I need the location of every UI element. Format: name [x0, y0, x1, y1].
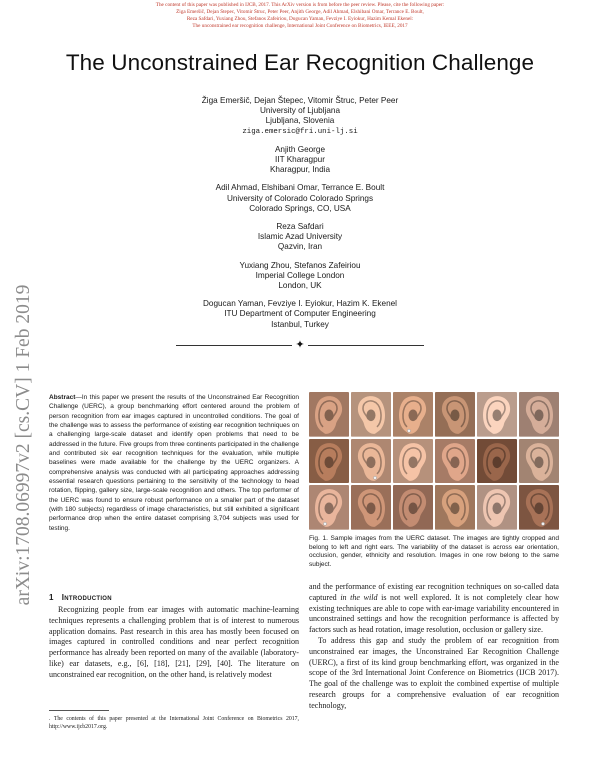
- affiliation: [150, 299, 450, 330]
- author-names: Dogucan Yaman, Fevziye I. Eyiokur, Hazim K. Ekenel: [202, 299, 397, 309]
- ear-sample-image: [435, 439, 475, 484]
- institution: IIT Kharagpur: [275, 155, 325, 165]
- notice-line: Reza Safdari, Yuxiang Zhou, Stefanos Zafeiriou, Dogucan Yaman, Fevziye I. Eyiokur, Hazim Kemal Ekenel:: [186, 16, 414, 22]
- ear-sample-figure: [309, 392, 559, 530]
- location: Ljubljana, Slovenia: [265, 116, 335, 126]
- ear-sample-image: [351, 485, 391, 530]
- location: Kharagpur, India: [269, 165, 331, 175]
- ear-sample-image: [393, 485, 433, 530]
- emphasis-text: in the wild: [340, 592, 378, 602]
- notice-line: The content of this paper was published in IJCB, 2017. This ArXiv version is from before the peer review. Please, cite the following paper:: [155, 2, 445, 8]
- intro-paragraph-right: [309, 582, 559, 712]
- paragraph: To address this gap and study the problem of ear recognition from unconstrained ear images, the Unconstrained Ear Recognition Challenge (UERC), a first of its kind group benchmarking effort, was organized in the scope of the 3rd International Joint Conference on Biometrics (IJCB 2017). The goal of the challenge was to exploit the combined expertise of multiple research groups for a comprehensive evaluation of ear recognition technology,: [309, 635, 559, 710]
- paragraph: Recognizing people from ear images with automatic machine-learning techniques represents a challenging problem that is of interest to numerous application domains. Past research in this area has mostly been focused on images captured in controlled conditions and near perfect recognition performance has already been reported on many of the available (laboratory-like) ear datasets, e.g., [6], [18], [21], [29], [40]. The literature on unconstrained ear recognition, on the other hand, is relatively modest: [49, 605, 299, 679]
- section-heading: [49, 593, 112, 602]
- affiliation: [150, 222, 450, 253]
- affiliation: [150, 183, 450, 214]
- abstract-label: Abstract: [49, 394, 76, 401]
- institution: Islamic Azad University: [257, 232, 343, 242]
- ear-sample-image: [393, 439, 433, 484]
- author-names: Adil Ahmad, Elshibani Omar, Terrance E. Boult: [215, 183, 385, 193]
- ear-sample-image: [477, 485, 517, 530]
- divider-ornament-icon: ✦: [292, 339, 308, 351]
- footnote: . The contents of this paper presented at the International Joint Conference on Biometrics 2017, http://www.ijcb2017.org.: [49, 716, 299, 730]
- notice-line: Žiga Emeršič, Dejan Štepec, Vitomir Štruc, Peter Peer, Anjith George, Adil Ahmad, Elshibani Omar, Terrance E. Boult,: [176, 9, 424, 15]
- institution: Imperial College London: [255, 270, 345, 280]
- author-names: Žiga Emeršič, Dejan Štepec, Vitomir Štruc, Peter Peer: [201, 96, 399, 105]
- author-names: Yuxiang Zhou, Stefanos Zafeiriou: [239, 260, 361, 270]
- author-names: Anjith George: [274, 144, 326, 154]
- ear-sample-image: [309, 485, 349, 530]
- location: Colorado Springs, CO, USA: [249, 203, 351, 213]
- text-run: and the performance of existing ear recognition techniques on so-called data captured: [309, 582, 559, 602]
- text-run: is not well explored. It is not completely clear how existing techniques are able to cope with ear-image variability encountered in unconstrained settings and how the recognition performance is affected by factors such as head rotation, image resolution, occlusion or gallery size.: [309, 592, 559, 635]
- ear-sample-image: [309, 392, 349, 437]
- institution: University of Colorado Colorado Springs: [226, 193, 374, 203]
- notice-line: The unconstrained ear recognition challenge, International Joint Conference on Biometrics, IEEE, 2017: [192, 23, 408, 29]
- ear-sample-image: [519, 439, 559, 484]
- ear-sample-image: [309, 439, 349, 484]
- ear-sample-image: [351, 392, 391, 437]
- location: Qazvin, Iran: [277, 242, 323, 252]
- institution: ITU Department of Computer Engineering: [224, 309, 376, 319]
- ear-sample-image: [393, 392, 433, 437]
- abstract: [49, 393, 299, 533]
- location: Istanbul, Turkey: [271, 319, 329, 329]
- section-title: Introduction: [61, 593, 112, 602]
- affiliation: [150, 96, 450, 137]
- author-names: Reza Safdari: [276, 222, 324, 232]
- author-block: [150, 96, 450, 338]
- abstract-text: —In this paper we present the results of the Unconstrained Ear Recognition Challenge (UERC), a group benchmarking effort centered around the problem of person recognition from ear images captured in uncontrolled conditions. The goal of the challenge was to assess the performance of existing ear recognition techniques on a challenging large-scale dataset and identify open problems that need to be addressed in the future. Five groups from three continents participated in the challenge and contributed six ear recognition techniques for the evaluation, while multiple baselines were made available for the challenge by the UERC organizers. A comprehensive analysis was conducted with all participating approaches addressing essential research questions pertaining to the sensitivity of the technology to head rotation, flipping, gallery size, large-scale recognition and others. The top performer of the UERC was found to ensure robust performance on a smaller part of the dataset (with 180 subjects) regardless of image characteristics, but still exhibited a significant performance drop when the entire dataset comprising 3,704 subjects was used for testing.: [49, 394, 299, 532]
- affiliation: [150, 145, 450, 176]
- footnote-rule: [49, 710, 109, 711]
- ear-sample-image: [519, 485, 559, 530]
- ear-sample-image: [435, 485, 475, 530]
- intro-paragraph-left: [49, 605, 299, 681]
- section-number: 1: [49, 593, 54, 602]
- arxiv-identifier: arXiv:1708.06997v2 [cs.CV] 1 Feb 2019: [13, 284, 34, 606]
- citation-notice: [60, 2, 540, 30]
- arxiv-sidebar: [1, 235, 47, 655]
- author-email: ziga.emersic@fri.uni-lj.si: [242, 127, 358, 136]
- ear-sample-image: [351, 439, 391, 484]
- paragraph: [309, 582, 559, 636]
- paper-title: The Unconstrained Ear Recognition Challenge: [65, 50, 535, 75]
- ear-sample-image: [477, 392, 517, 437]
- ear-sample-image: [435, 392, 475, 437]
- ear-sample-image: [477, 439, 517, 484]
- figure-caption: Fig. 1. Sample images from the UERC dataset. The images are tightly cropped and belong to left and right ears. The variability of the dataset is across ear orientation, occlusion, gender, ethnicity and resolution. Images in one row belong to the same subject.: [309, 535, 559, 568]
- location: London, UK: [278, 281, 322, 291]
- ear-sample-image: [519, 392, 559, 437]
- affiliation: [150, 261, 450, 292]
- institution: University of Ljubljana: [259, 106, 341, 116]
